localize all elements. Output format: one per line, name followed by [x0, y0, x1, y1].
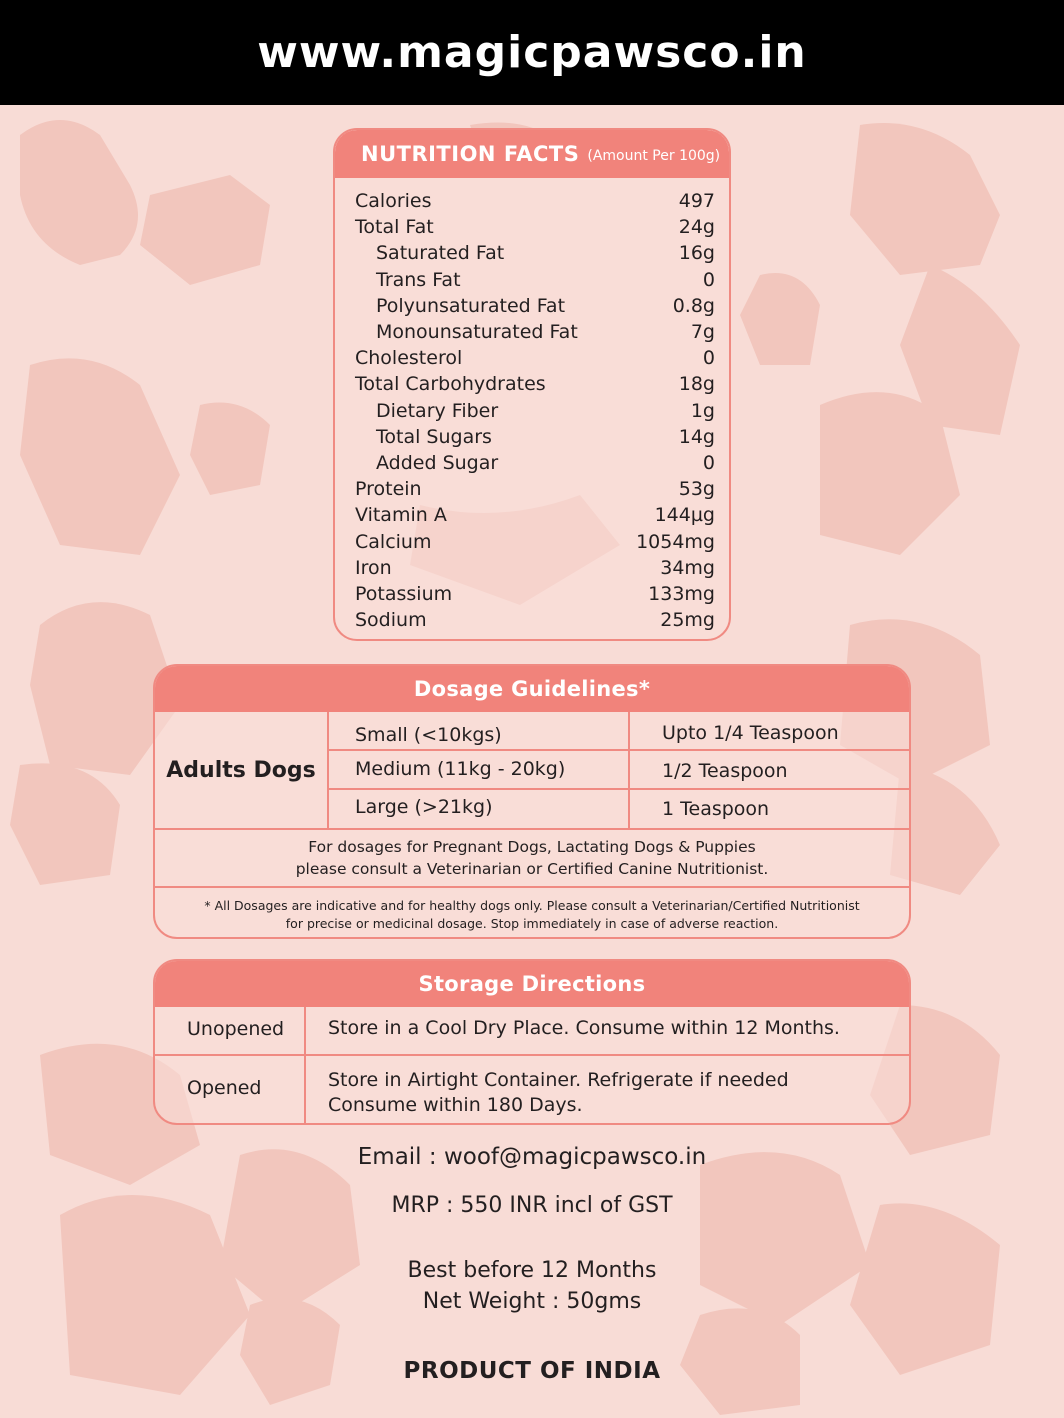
nutrition-row-total-sugars — [355, 424, 715, 450]
dosage-guidelines-panel — [153, 664, 911, 939]
mrp-price: MRP : 550 INR incl of GST — [391, 1193, 673, 1218]
nutrition-row-added-sugar — [355, 450, 715, 476]
contact-email[interactable]: Email : woof@magicpawsco.in — [357, 1144, 707, 1170]
table-divider — [327, 712, 329, 828]
nutrient-label: Vitamin A — [355, 504, 447, 527]
nutrient-value: 1g — [690, 399, 715, 422]
nutrition-rows — [335, 178, 729, 633]
nutrient-value: 497 — [678, 190, 715, 213]
nutrient-label: Calories — [355, 190, 432, 213]
website-url[interactable]: www.magicpawsco.in — [257, 27, 807, 78]
nutrition-row-vitamin-a — [355, 502, 715, 528]
nutrition-row-calories — [355, 188, 715, 214]
nutrient-label: Monounsaturated Fat — [376, 321, 578, 344]
nutrition-row-monounsaturated-fat — [355, 319, 715, 345]
nutrition-facts-panel — [333, 128, 731, 641]
nutrition-row-calcium — [355, 528, 715, 554]
dosage-amount-medium: 1/2 Teaspoon — [662, 760, 788, 782]
nutrient-label: Cholesterol — [355, 347, 463, 370]
nutrient-value: 25mg — [660, 609, 715, 632]
storage-directions-panel — [153, 959, 911, 1125]
table-divider — [155, 1054, 909, 1056]
dosage-guidelines-title: Dosage Guidelines* — [155, 666, 909, 712]
storage-opened-text — [328, 1068, 789, 1118]
net-weight: Net Weight : 50gms — [422, 1289, 642, 1314]
nutrition-row-potassium — [355, 581, 715, 607]
nutrition-row-dietary-fiber — [355, 398, 715, 424]
storage-table — [155, 1007, 909, 1123]
table-divider — [304, 1007, 306, 1123]
best-before: Best before 12 Months — [407, 1258, 657, 1283]
nutrient-value: 0 — [702, 347, 715, 370]
dosage-size-medium: Medium (11kg - 20kg) — [355, 758, 566, 780]
nutrition-row-polyunsaturated-fat — [355, 293, 715, 319]
storage-opened-line-2: Consume within 180 Days. — [328, 1094, 583, 1116]
storage-opened-label: Opened — [187, 1077, 262, 1099]
storage-unopened-text: Store in a Cool Dry Place. Consume within 12 Months. — [328, 1017, 840, 1039]
table-divider — [628, 712, 630, 828]
nutrient-value: 133mg — [648, 582, 715, 605]
dosage-disclaimer — [155, 888, 909, 939]
nutrient-label: Total Fat — [355, 216, 434, 239]
dosage-amount-small: Upto 1/4 Teaspoon — [662, 721, 839, 744]
dosage-size-large: Large (>21kg) — [355, 796, 493, 818]
consult-note — [155, 830, 909, 888]
storage-opened-line-1: Store in Airtight Container. Refrigerate if needed — [328, 1069, 789, 1091]
nutrient-value: 0 — [702, 451, 715, 474]
nutrient-value: 24g — [678, 216, 715, 239]
nutrition-row-cholesterol — [355, 345, 715, 371]
nutrient-label: Sodium — [355, 609, 427, 632]
nutrient-label: Iron — [355, 556, 392, 579]
nutrient-label: Dietary Fiber — [376, 399, 499, 422]
nutrition-row-trans-fat — [355, 267, 715, 293]
storage-directions-title: Storage Directions — [155, 961, 909, 1007]
nutrition-row-sodium — [355, 607, 715, 633]
nutrition-facts-subtitle: (Amount Per 100g) — [587, 148, 721, 164]
nutrient-label: Total Carbohydrates — [355, 373, 546, 396]
nutrition-row-total-carbohydrates — [355, 371, 715, 397]
nutrient-value: 16g — [678, 242, 715, 265]
nutrient-value: 0 — [702, 268, 715, 291]
nutrient-value: 34mg — [660, 556, 715, 579]
consult-line-2: please consult a Veterinarian or Certified Canine Nutritionist. — [295, 860, 769, 878]
nutrition-row-protein — [355, 476, 715, 502]
nutrition-row-total-fat — [355, 214, 715, 240]
nutrient-label: Saturated Fat — [376, 242, 505, 265]
dosage-size-small: Small (<10kgs) — [355, 723, 502, 746]
nutrient-value: 1054mg — [636, 530, 715, 553]
nutrition-facts-title: NUTRITION FACTS — [361, 142, 580, 166]
nutrient-value: 14g — [678, 425, 715, 448]
nutrient-value: 18g — [678, 373, 715, 396]
nutrient-label: Potassium — [355, 582, 453, 605]
nutrient-label: Protein — [355, 478, 422, 501]
dosage-amount-large: 1 Teaspoon — [662, 798, 770, 820]
nutrient-value: 7g — [690, 321, 715, 344]
dosage-group-label: Adults Dogs — [166, 757, 316, 783]
nutrient-value: 0.8g — [672, 294, 715, 317]
nutrient-label: Trans Fat — [376, 268, 461, 291]
nutrient-value: 144µg — [654, 504, 715, 527]
website-header-bar — [0, 0, 1064, 105]
storage-unopened-label: Unopened — [187, 1018, 285, 1040]
nutrient-label: Total Sugars — [376, 425, 492, 448]
disclaimer-line-1: * All Dosages are indicative and for healthy dogs only. Please consult a Veterinarian/Certified Nutritionist — [204, 897, 860, 913]
nutrient-label: Added Sugar — [376, 451, 499, 474]
dosage-table — [155, 712, 909, 830]
disclaimer-line-2: for precise or medicinal dosage. Stop immediately in case of adverse reaction. — [285, 915, 779, 931]
nutrition-facts-header — [335, 130, 729, 178]
nutrition-row-saturated-fat — [355, 240, 715, 266]
consult-line-1: For dosages for Pregnant Dogs, Lactating Dogs & Puppies — [308, 838, 756, 856]
product-origin: PRODUCT OF INDIA — [403, 1358, 661, 1384]
nutrient-label: Calcium — [355, 530, 432, 553]
nutrient-value: 53g — [678, 478, 715, 501]
nutrition-row-iron — [355, 555, 715, 581]
nutrient-label: Polyunsaturated Fat — [376, 294, 566, 317]
